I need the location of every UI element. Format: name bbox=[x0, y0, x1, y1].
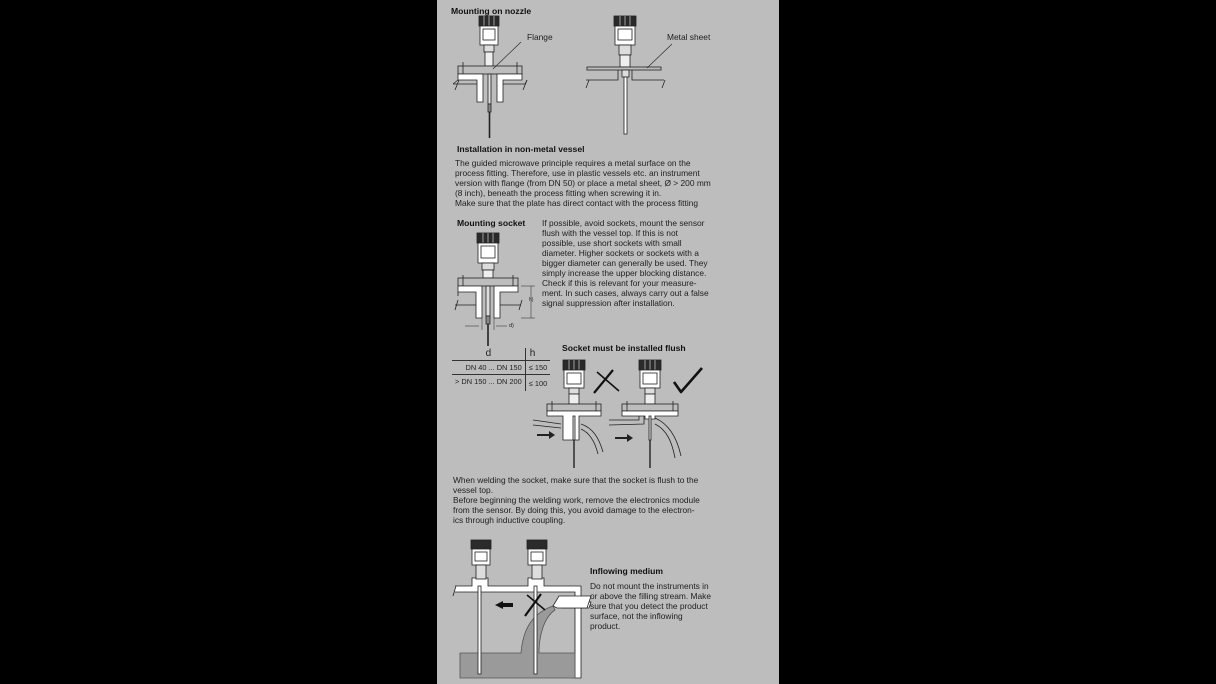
inflowing-medium-text: Do not mount the instruments in or above the filling stream. Make sure that you detect the product surface, not the inflowing product. bbox=[590, 581, 712, 631]
heading-non-metal-vessel: Installation in non-metal vessel bbox=[457, 144, 585, 154]
correct-check-mark-icon bbox=[672, 366, 704, 396]
table-row: DN 40 ... DN 150 ≤ 150 bbox=[452, 361, 550, 375]
heading-mounting-on-nozzle: Mounting on nozzle bbox=[451, 6, 532, 16]
table-header-d: d bbox=[452, 348, 525, 361]
label-flange: Flange bbox=[527, 32, 553, 42]
document-page bbox=[437, 0, 779, 684]
dimension-h-label: h) bbox=[529, 297, 534, 303]
non-metal-vessel-text: The guided microwave principle requires a metal surface on the process fitting. Therefore, use in plastic vessels etc. an instrument version with flange (from DN 50) or place a metal sheet, Ø > 200 mm (8 inch), beneath the process fitting when screwing it in. Make sure that the plate has direct contact with the process fitting bbox=[455, 158, 711, 208]
dimension-d-label: d) bbox=[509, 323, 514, 329]
flange-nozzle-diagram bbox=[451, 14, 531, 140]
inflowing-medium-diagram bbox=[453, 538, 593, 684]
table-header-h: h bbox=[529, 348, 536, 359]
heading-mounting-socket: Mounting socket bbox=[457, 218, 526, 228]
mounting-socket-text: If possible, avoid sockets, mount the sensor flush with the vessel top. If this is not possible, use short sockets with small diameter. Higher sockets or sockets with a bigger diameter can generally be used. They simply increase the upper blocking distance. Check if this is relevant for your measure- ment. In such cases, always carry out a false signal suppression after installation. bbox=[542, 218, 709, 308]
welding-text: When welding the socket, make sure that the socket is flush to the vessel top. Before beginning the welding work, remove the electronics module from the sensor. By doing this, you avoid damage to the electron- ics through inductive coupling. bbox=[453, 475, 700, 525]
label-metal-sheet: Metal sheet bbox=[667, 32, 711, 42]
heading-inflowing-medium: Inflowing medium bbox=[590, 566, 664, 576]
heading-socket-flush: Socket must be installed flush bbox=[562, 343, 686, 353]
mounting-socket-diagram bbox=[455, 230, 545, 348]
table-row: > DN 150 ... DN 200 ≤ 100 bbox=[452, 375, 550, 392]
